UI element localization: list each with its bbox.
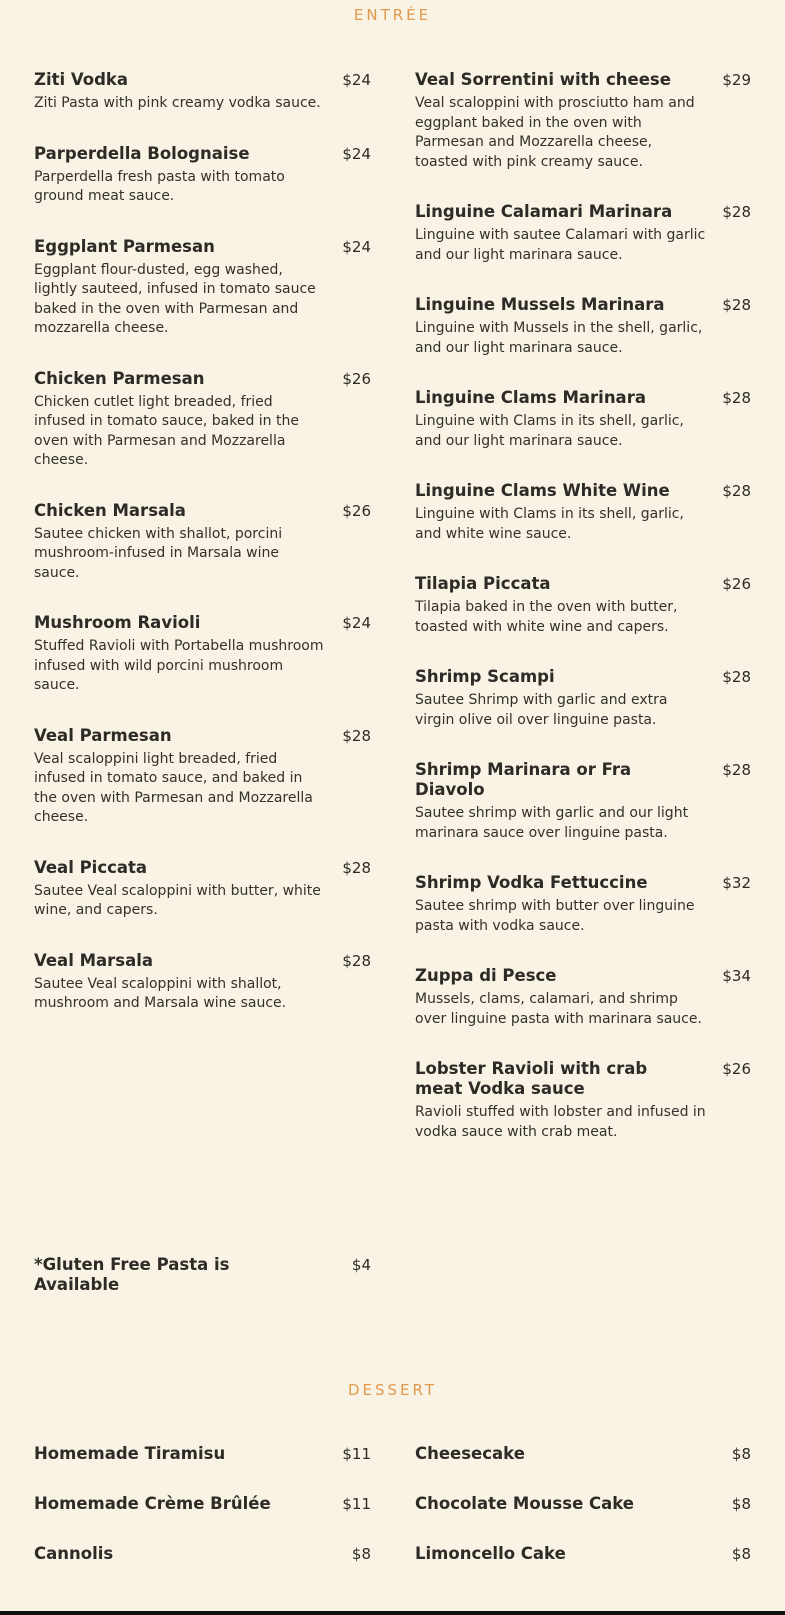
menu-item-name: Zuppa di Pesce — [415, 966, 557, 985]
menu-item-price: $28 — [342, 858, 371, 877]
menu-item-price: $28 — [722, 761, 751, 779]
menu-item-description: Mussels, clams, calamari, and shrimp over linguine pasta with marinara sauce. — [415, 991, 702, 1027]
entree-right-column — [415, 70, 751, 1172]
menu-item-description: Chicken cutlet light breaded, fried infused in tomato sauce, baked in the oven with Parmesan and Mozzarella cheese. — [34, 393, 299, 468]
menu-item-price: $24 — [342, 614, 371, 632]
dessert-item-price: $8 — [731, 1495, 751, 1513]
dessert-item-name: Cheesecake — [415, 1444, 525, 1463]
dessert-item — [415, 1444, 751, 1494]
menu-item-name: Chicken Parmesan — [34, 368, 205, 388]
dessert-item-price: $8 — [731, 1445, 751, 1463]
menu-item-name: Parperdella Bolognaise — [34, 143, 250, 163]
menu-item-description: Stuffed Ravioli with Portabella mushroom infused with wild porcini mushroom sauce. — [34, 638, 324, 693]
menu-item-name: Veal Parmesan — [34, 725, 172, 745]
menu-item — [34, 858, 371, 921]
menu-item — [415, 70, 751, 172]
menu-item-price: $26 — [722, 575, 751, 593]
entree-left-column — [34, 70, 371, 1044]
menu-item — [415, 1059, 751, 1142]
dessert-item-price: $11 — [342, 1495, 371, 1513]
gluten-free-note — [34, 1255, 371, 1295]
menu-item — [415, 202, 751, 265]
menu-item — [34, 237, 371, 339]
menu-item — [415, 574, 751, 637]
dessert-item — [415, 1494, 751, 1544]
menu-item-name: Linguine Calamari Marinara — [415, 202, 673, 221]
menu-item-price: $26 — [342, 501, 371, 520]
dessert-item-name: Cannolis — [34, 1544, 114, 1563]
menu-item-price: $28 — [722, 203, 751, 221]
menu-item-name: Shrimp Scampi — [415, 667, 555, 686]
menu-item-name: Tilapia Piccata — [415, 574, 551, 593]
menu-item — [415, 481, 751, 544]
menu-item — [34, 144, 371, 207]
dessert-section-title: DESSERT — [347, 1381, 438, 1399]
entree-section-title: ENTRÉE — [353, 6, 432, 24]
menu-item — [415, 760, 751, 843]
menu-item — [415, 966, 751, 1029]
menu-item-description: Tilapia baked in the oven with butter, toasted with white wine and capers. — [415, 599, 678, 635]
menu-item-price: $34 — [722, 967, 751, 985]
menu-item-description: Eggplant flour-dusted, egg washed, lightly sauteed, infused in tomato sauce baked in the oven with Parmesan and mozzarella cheese. — [34, 261, 316, 336]
menu-item-name: Shrimp Marinara or Fra Diavolo — [415, 760, 632, 799]
menu-item-price: $28 — [722, 482, 751, 500]
menu-item-description: Sautee Shrimp with garlic and extra virgin olive oil over linguine pasta. — [415, 692, 668, 728]
menu-item-name: Chicken Marsala — [34, 500, 186, 520]
menu-item-price: $24 — [342, 144, 371, 163]
menu-item-description: Ziti Pasta with pink creamy vodka sauce. — [34, 95, 321, 111]
dessert-item — [415, 1544, 751, 1594]
menu-item-price: $28 — [722, 296, 751, 314]
bottom-divider — [0, 1611, 785, 1615]
dessert-left-column — [34, 1444, 371, 1594]
dessert-item-price: $8 — [731, 1545, 751, 1563]
dessert-item-name: Limoncello Cake — [415, 1544, 566, 1563]
menu-item-name: Shrimp Vodka Fettuccine — [415, 873, 648, 892]
menu-item-description: Linguine with sautee Calamari with garlic and our light marinara sauce. — [415, 227, 706, 263]
menu-item-name: Ziti Vodka — [34, 70, 129, 89]
menu-item-description: Veal scaloppini light breaded, fried infused in tomato sauce, and baked in the oven with Parmesan and Mozzarella cheese. — [34, 750, 313, 825]
menu-item-description: Parperdella fresh pasta with tomato ground meat sauce. — [34, 168, 285, 204]
menu-item-price: $28 — [342, 951, 371, 970]
menu-item-name: Linguine Clams White Wine — [415, 481, 670, 500]
menu-item — [34, 951, 371, 1014]
menu-item-description: Sautee Veal scaloppini with butter, white wine, and capers. — [34, 882, 321, 918]
menu-item-description: Ravioli stuffed with lobster and infused in vodka sauce with crab meat. — [415, 1104, 706, 1140]
menu-item — [34, 501, 371, 584]
menu-item — [415, 873, 751, 936]
menu-item-name: Linguine Clams Marinara — [415, 388, 646, 407]
menu-item-price: $28 — [722, 389, 751, 407]
dessert-right-column — [415, 1444, 751, 1594]
menu-item-name: Linguine Mussels Marinara — [415, 295, 665, 314]
menu-item-description: Sautee Veal scaloppini with shallot, mushroom and Marsala wine sauce. — [34, 975, 287, 1011]
menu-item-name: Eggplant Parmesan — [34, 236, 215, 256]
dessert-item-name: Homemade Tiramisu — [34, 1444, 226, 1463]
menu-item — [34, 613, 371, 696]
menu-item — [34, 70, 371, 114]
gluten-free-price: $4 — [351, 1256, 371, 1274]
menu-item — [415, 295, 751, 358]
menu-item-price: $24 — [342, 71, 371, 89]
dessert-item-name: Chocolate Mousse Cake — [415, 1494, 634, 1513]
menu-item-price: $28 — [342, 726, 371, 745]
menu-item-price: $28 — [722, 668, 751, 686]
menu-item-description: Veal scaloppini with prosciutto ham and eggplant baked in the oven with Parmesan and Mozzarella cheese, toasted with pink creamy sauce. — [415, 95, 695, 170]
menu-item-price: $26 — [722, 1060, 751, 1078]
menu-item-description: Linguine with Mussels in the shell, garlic, and our light marinara sauce. — [415, 320, 703, 356]
gluten-free-label: *Gluten Free Pasta is Available — [34, 1255, 230, 1294]
menu-item-name: Veal Sorrentini with cheese — [415, 70, 671, 89]
menu-item-price: $29 — [722, 71, 751, 89]
menu-item-name: Mushroom Ravioli — [34, 613, 201, 632]
menu-item-description: Sautee chicken with shallot, porcini mushroom-infused in Marsala wine sauce. — [34, 525, 283, 581]
menu-item-name: Veal Marsala — [34, 950, 154, 970]
dessert-item — [34, 1544, 371, 1594]
menu-item-name: Veal Piccata — [34, 857, 148, 877]
dessert-item — [34, 1494, 371, 1544]
menu-item-price: $32 — [722, 874, 751, 892]
menu-item-description: Sautee shrimp with butter over linguine pasta with vodka sauce. — [415, 898, 695, 934]
menu-item-price: $26 — [342, 369, 371, 388]
menu-item — [415, 667, 751, 730]
dessert-item-price: $11 — [342, 1445, 371, 1463]
menu-item-name: Lobster Ravioli with crab meat Vodka sauce — [415, 1059, 648, 1098]
menu-item-price: $24 — [342, 237, 371, 256]
menu-item-description: Linguine with Clams in its shell, garlic, and our light marinara sauce. — [415, 413, 684, 449]
menu-item — [34, 726, 371, 828]
menu-item — [415, 388, 751, 451]
dessert-item-price: $8 — [351, 1545, 371, 1563]
dessert-item-name: Homemade Crème Brûlée — [34, 1494, 271, 1513]
menu-item-description: Linguine with Clams in its shell, garlic, and white wine sauce. — [415, 506, 684, 542]
dessert-item — [34, 1444, 371, 1494]
menu-item — [34, 369, 371, 471]
menu-item-description: Sautee shrimp with garlic and our light marinara sauce over linguine pasta. — [415, 805, 689, 841]
